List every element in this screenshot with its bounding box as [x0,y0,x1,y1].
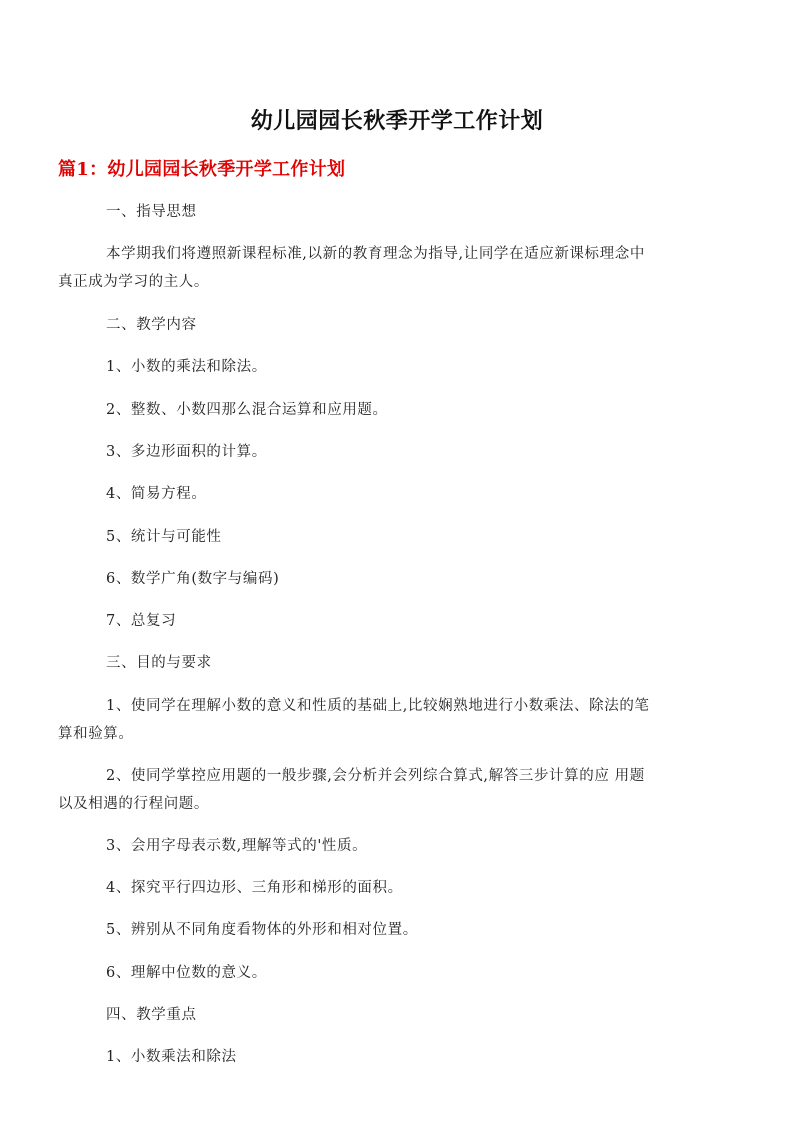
heading-goals-requirements: 三、目的与要求 [106,655,212,671]
body-paragraph: 本学期我们将遵照新课程标准,以新的教育理念为指导,让同学在适应新课标理念中真正成为学习的主人。 [58,246,645,290]
document-title: 幼儿园园长秋季开学工作计划 [250,108,544,134]
list-item: 3、多边形面积的计算。 [106,444,267,460]
list-item: 6、理解中位数的意义。 [106,965,267,981]
list-item: 5、统计与可能性 [106,529,222,545]
list-item: 1、小数乘法和除法 [106,1049,237,1065]
list-item: 4、探究平行四边形、三角形和梯形的面积。 [106,880,403,896]
list-item: 5、辨别从不同角度看物体的外形和相对位置。 [106,922,418,938]
list-item: 7、总复习 [106,613,177,629]
heading-guiding-thought: 一、指导思想 [106,204,197,220]
list-item: 1、使同学在理解小数的意义和性质的基础上,比较娴熟地进行小数乘法、除法的笔算和验算。 [58,698,650,742]
list-item: 6、数学广角(数字与编码) [106,571,280,587]
heading-teaching-content: 二、教学内容 [106,317,197,333]
heading-teaching-focus: 四、教学重点 [106,1007,197,1023]
list-item: 4、简易方程。 [106,486,207,502]
section-heading: 篇1：幼儿园园长秋季开学工作计划 [58,159,346,180]
list-item: 2、整数、小数四那么混合运算和应用题。 [106,402,388,418]
list-item: 2、使同学掌控应用题的一般步骤,会分析并会列综合算式,解答三步计算的应 用题以及相遇的行程问题。 [58,768,645,812]
list-item: 3、会用字母表示数,理解等式的'性质。 [106,838,368,854]
list-item: 1、小数的乘法和除法。 [106,359,267,375]
